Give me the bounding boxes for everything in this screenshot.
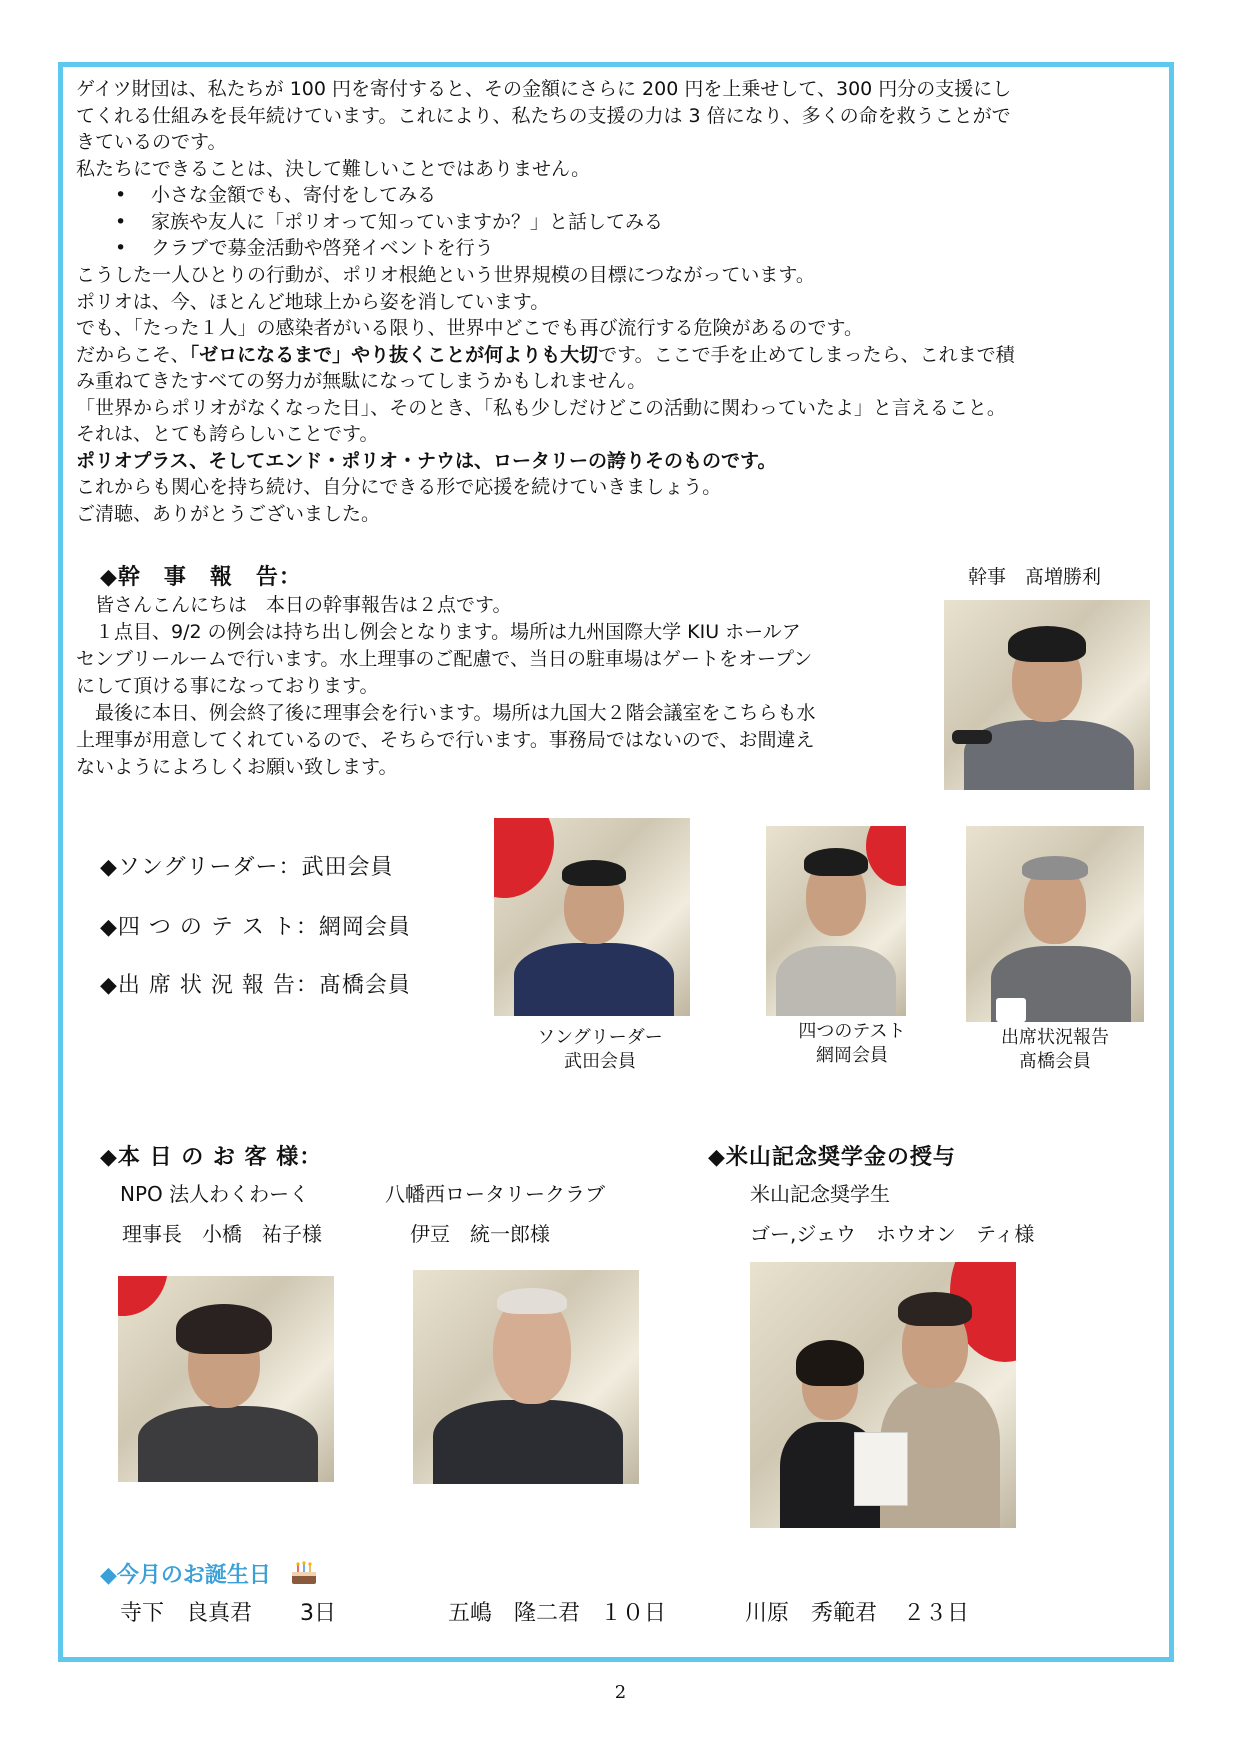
body-text-block — [76, 262, 1015, 527]
report-line: 皆さんこんにちは 本日の幹事報告は２点です。 — [76, 594, 512, 616]
guests-heading: ◆本 日 の お 客 様： — [100, 1145, 323, 1170]
attendance-photo — [966, 826, 1144, 1022]
body-line: でも、「たった１人」の感染者がいる限り、世界中どこでも再び流行する危険があるのです。 — [76, 317, 863, 339]
emphasis-line: だからこそ、「ゼロになるまで」やり抜くことが何よりも大切です。ここで手を止めてしまったら、これまで積 — [76, 343, 1015, 366]
bullet-item: • 家族や友人に「ポリオって知っていますか？」と話してみる — [115, 209, 663, 236]
body-line: こうした一人ひとりの行動が、ポリオ根絶という世界規模の目標につながっています。 — [76, 264, 815, 286]
body-line: それは、とても誇らしいことです。 — [76, 423, 379, 445]
role-song-leader: ◆ソングリーダー：武田会員 — [100, 855, 394, 880]
intro-line: ゲイツ財団は、私たちが 100 円を寄付すると、その金額にさらに 200 円を上乗せして、300 円分の支援にし — [76, 78, 1012, 100]
report-line: にして頂ける事になっております。 — [76, 675, 379, 697]
birthday-heading: ◆今月のお誕生日 — [100, 1558, 319, 1592]
bullet-item: • クラブで募金活動や啓発イベントを行う — [115, 235, 663, 262]
intro-line: 私たちにできることは、決して難しいことではありません。 — [76, 157, 591, 180]
report-line: センブリールームで行います。水上理事のご配慮で、当日の駐車場はゲートをオープン — [76, 648, 813, 670]
bullet-list — [115, 182, 663, 262]
scholarship-line2: ゴー,ジェウ ホウオン ティ様 — [750, 1222, 1035, 1246]
secretary-report — [76, 592, 815, 781]
body-line: み重ねてきたすべての努力が無駄になってしまうかもしれません。 — [76, 370, 647, 392]
guest1-org: NPO 法人わくわーく — [120, 1182, 310, 1206]
guest2-photo — [413, 1270, 639, 1484]
role-four-way-test: ◆四 つ の テ ス ト：網岡会員 — [100, 915, 411, 940]
body-line: これからも関心を持ち続け、自分にできる形で応援を続けていきましょう。 — [76, 476, 722, 498]
body-line: ポリオは、今、ほとんど地球上から姿を消しています。 — [76, 290, 550, 313]
report-line: 最後に本日、例会終了後に理事会を行います。場所は九国大２階会議室をこちらも水 — [76, 702, 816, 724]
intro-line: きているのです。 — [76, 131, 227, 153]
bold-statement: ポリオプラス、そしてエンド・ポリオ・ナウは、ロータリーの誇りそのものです。 — [76, 449, 777, 472]
bullet-item: • 小さな金額でも、寄付をしてみる — [115, 182, 663, 209]
four-way-test-caption: 四つのテスト 網岡会員 — [798, 1021, 906, 1066]
role-attendance: ◆出 席 状 況 報 告：髙橋会員 — [100, 973, 411, 998]
scholarship-line1: 米山記念奨学生 — [750, 1182, 890, 1206]
four-way-test-photo — [766, 826, 906, 1016]
secretary-heading: ◆幹 事 報 告： — [100, 565, 302, 590]
body-line: ご清聴、ありがとうございました。 — [76, 502, 381, 525]
body-line: 「世界からポリオがなくなった日」、そのとき、「私も少しだけどこの活動に関わっていたよ」と言えること。 — [76, 396, 1006, 419]
guest2-org: 八幡西ロータリークラブ — [385, 1182, 605, 1206]
guest1-name: 理事長 小橋 祐子様 — [122, 1222, 322, 1246]
intro-line: てくれる仕組みを長年続けています。これにより、私たちの支援の力は 3 倍になり、多くの命を救うことがで — [76, 104, 1011, 127]
scholarship-photo — [750, 1262, 1016, 1528]
report-line: ないようによろしくお願い致します。 — [76, 756, 398, 778]
report-line: １点目、9/2 の例会は持ち出し例会となります。場所は九州国際大学 KIU ホールア — [76, 621, 801, 643]
scholarship-heading: ◆米山記念奨学金の授与 — [708, 1145, 956, 1170]
guest1-photo — [118, 1276, 334, 1482]
secretary-photo — [944, 600, 1150, 790]
intro-text — [76, 76, 1011, 182]
attendance-caption: 出席状況報告 髙橋会員 — [1001, 1027, 1109, 1072]
song-leader-photo — [494, 818, 690, 1016]
birthday-entry: 五嶋 隆二君 １０日 — [448, 1601, 667, 1626]
report-line: 上理事が用意してくれているので、そちらで行います。事務局ではないので、お間違え — [76, 729, 815, 751]
secretary-name-caption: 幹事 髙増勝利 — [968, 566, 1102, 588]
page-number: 2 — [614, 1682, 627, 1703]
cake-icon — [289, 1560, 319, 1592]
birthday-entry: 川原 秀範君 ２３日 — [745, 1601, 970, 1626]
birthday-entry: 寺下 良真君 3日 — [120, 1601, 337, 1626]
song-leader-caption: ソングリーダー 武田会員 — [537, 1027, 663, 1072]
guest2-name: 伊豆 統一郎様 — [410, 1222, 550, 1246]
